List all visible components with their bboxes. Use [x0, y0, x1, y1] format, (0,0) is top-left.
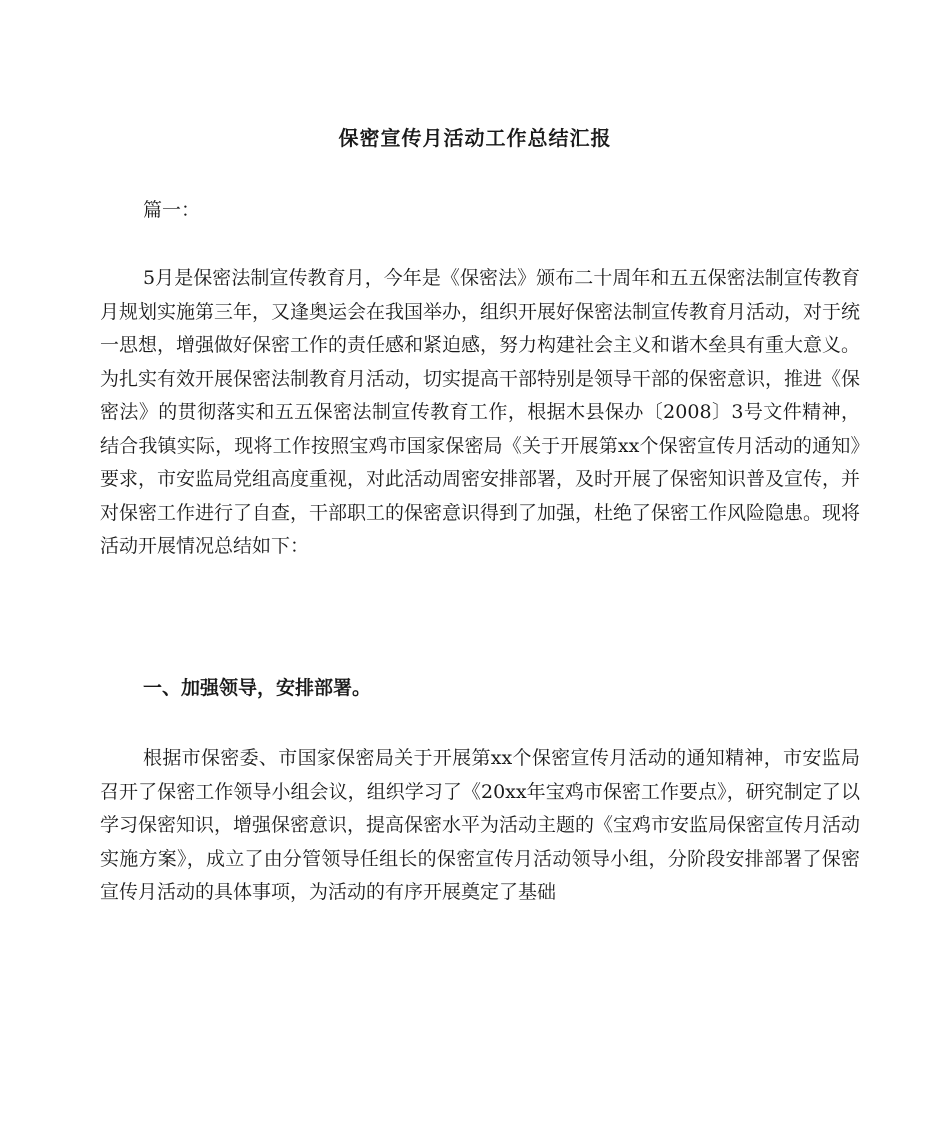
- paragraph-leadership: 根据市保密委、市国家保密局关于开展第xx个保密宣传月活动的通知精神，市安监局召开了保密工作领导小组会议，组织学习了《20xx年宝鸡市保密工作要点》，研究制定了以学习保密知识，增强保密意识，提高保密水平为活动主题的《宝鸡市安监局保密宣传月活动实施方案》，成立了由分管领导任组长的保密宣传月活动领导小组，分阶段安排部署了保密宣传月活动的具体事项，为活动的有序开展奠定了基础: [100, 747, 861, 903]
- paragraph-intro: 5月是保密法制宣传教育月，今年是《保密法》颁布二十周年和五五保密法制宣传教育月规划实施第三年，又逢奥运会在我国举办，组织开展好保密法制宣传教育月活动，对于统一思想，增强做好保密工作的责任感和紧迫感，努力构建社会主义和谐木垒具有重大意义。为扎实有效开展保密法制教育月活动，切实提高干部特别是领导干部的保密意识，推进《保密法》的贯彻落实和五五保密法制宣传教育工作，根据木县保办〔2008〕3号文件精神，结合我镇实际，现将工作按照宝鸡市国家保密局《关于开展第xx个保密宣传月活动的通知》要求，市安监局党组高度重视，对此活动周密安排部署，及时开展了保密知识普及宣传，并对保密工作进行了自查，干部职工的保密意识得到了加强，杜绝了保密工作风险隐患。现将活动开展情况总结如下：: [100, 267, 861, 557]
- section-heading-1: 一、加强领导，安排部署。: [143, 677, 372, 699]
- section-label: 篇一：: [143, 199, 201, 221]
- document-title: 保密宣传月活动工作总结汇报: [338, 126, 612, 150]
